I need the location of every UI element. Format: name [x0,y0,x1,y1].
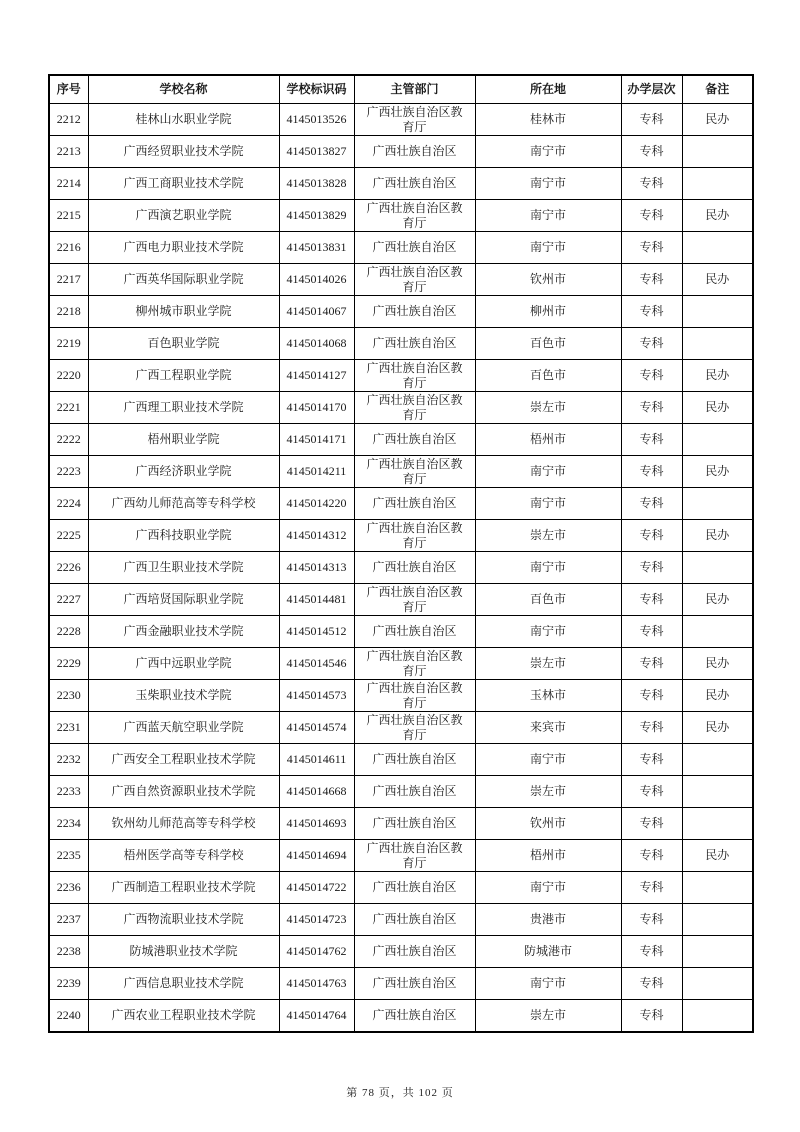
table-cell: 4145013526 [279,104,354,136]
table-cell: 4145014127 [279,360,354,392]
table-cell: 专科 [621,680,682,712]
table-cell: 广西壮族自治区 [354,872,475,904]
table-cell: 广西壮族自治区教育厅 [354,360,475,392]
table-cell: 专科 [621,584,682,616]
table-row [49,616,753,648]
table-cell: 柳州市 [475,296,621,328]
table-cell: 专科 [621,424,682,456]
table-cell: 2235 [49,840,88,872]
table-cell: 2232 [49,744,88,776]
column-header: 所在地 [475,75,621,104]
table-cell: 4145014722 [279,872,354,904]
table-row [49,104,753,136]
table-cell: 广西演艺职业学院 [88,200,279,232]
table-row [49,936,753,968]
table-cell: 广西幼儿师范高等专科学校 [88,488,279,520]
table-cell: 专科 [621,136,682,168]
table-cell: 广西金融职业技术学院 [88,616,279,648]
table-cell [682,904,753,936]
table-cell: 广西壮族自治区 [354,328,475,360]
table-cell: 2238 [49,936,88,968]
table-cell: 4145014067 [279,296,354,328]
table-cell: 4145014574 [279,712,354,744]
table-cell [682,168,753,200]
table-row [49,328,753,360]
table-cell: 4145014220 [279,488,354,520]
table-cell: 广西壮族自治区 [354,808,475,840]
table-cell: 广西安全工程职业技术学院 [88,744,279,776]
table-cell: 4145014211 [279,456,354,488]
table-cell: 广西壮族自治区 [354,296,475,328]
table-cell: 4145014170 [279,392,354,424]
table-cell: 百色市 [475,360,621,392]
table-cell: 广西壮族自治区 [354,904,475,936]
table-cell: 专科 [621,712,682,744]
table-cell: 广西工商职业技术学院 [88,168,279,200]
table-cell: 2213 [49,136,88,168]
table-cell [682,328,753,360]
column-header: 序号 [49,75,88,104]
table-cell [682,936,753,968]
table-cell: 民办 [682,200,753,232]
table-cell: 广西壮族自治区 [354,488,475,520]
table-cell: 来宾市 [475,712,621,744]
table-cell: 梧州市 [475,840,621,872]
table-row [49,424,753,456]
table-cell: 4145014764 [279,1000,354,1032]
table-row [49,136,753,168]
table-cell: 4145013829 [279,200,354,232]
table-cell: 南宁市 [475,168,621,200]
table-cell [682,488,753,520]
table-cell [682,232,753,264]
table-cell: 广西理工职业技术学院 [88,392,279,424]
table-row [49,1000,753,1032]
table-cell: 民办 [682,104,753,136]
table-cell: 4145014546 [279,648,354,680]
table-cell: 专科 [621,104,682,136]
header-row [49,75,753,104]
table-cell [682,968,753,1000]
table-cell: 广西蓝天航空职业学院 [88,712,279,744]
table-cell: 民办 [682,584,753,616]
table-cell: 专科 [621,904,682,936]
table-cell: 4145014694 [279,840,354,872]
table-row [49,360,753,392]
table-cell: 广西壮族自治区 [354,136,475,168]
table-cell: 2223 [49,456,88,488]
table-cell: 广西英华国际职业学院 [88,264,279,296]
table-cell: 专科 [621,264,682,296]
table-cell [682,808,753,840]
table-row [49,840,753,872]
table-cell: 2218 [49,296,88,328]
table-cell: 民办 [682,456,753,488]
table-cell: 贵港市 [475,904,621,936]
table-cell: 广西壮族自治区教育厅 [354,520,475,552]
table-cell: 广西壮族自治区教育厅 [354,712,475,744]
table-cell: 广西壮族自治区教育厅 [354,584,475,616]
table-cell: 广西壮族自治区 [354,936,475,968]
table-row [49,520,753,552]
table-cell: 专科 [621,488,682,520]
table-cell: 民办 [682,360,753,392]
table-cell: 广西壮族自治区教育厅 [354,456,475,488]
table-row [49,456,753,488]
table-cell: 民办 [682,648,753,680]
table-cell: 柳州城市职业学院 [88,296,279,328]
table-cell: 崇左市 [475,1000,621,1032]
table-cell: 4145014573 [279,680,354,712]
table-cell: 专科 [621,1000,682,1032]
table-cell: 4145014068 [279,328,354,360]
table-cell: 广西壮族自治区教育厅 [354,200,475,232]
table-cell: 广西壮族自治区 [354,232,475,264]
table-cell [682,872,753,904]
column-header: 学校标识码 [279,75,354,104]
table-cell: 梧州市 [475,424,621,456]
table-cell: 民办 [682,712,753,744]
table-cell: 专科 [621,168,682,200]
table-cell: 广西壮族自治区 [354,776,475,808]
table-row [49,296,753,328]
table-cell [682,776,753,808]
table-cell: 广西物流职业技术学院 [88,904,279,936]
table-row [49,488,753,520]
table-cell: 专科 [621,328,682,360]
table-cell: 4145014171 [279,424,354,456]
table-row [49,168,753,200]
table-cell: 梧州医学高等专科学校 [88,840,279,872]
table-cell: 2227 [49,584,88,616]
table-cell: 广西经贸职业技术学院 [88,136,279,168]
table-cell: 桂林山水职业学院 [88,104,279,136]
table-cell: 4145014693 [279,808,354,840]
table-cell [682,1000,753,1032]
table-cell: 广西卫生职业技术学院 [88,552,279,584]
table-row [49,904,753,936]
table-row [49,712,753,744]
table-cell: 2228 [49,616,88,648]
page-footer: 第 78 页，共 102 页 [346,1087,454,1099]
column-header: 学校名称 [88,75,279,104]
table-row [49,968,753,1000]
table-cell [682,744,753,776]
table-cell: 民办 [682,520,753,552]
table-row [49,808,753,840]
table-row [49,648,753,680]
table-cell: 4145013831 [279,232,354,264]
table-cell: 南宁市 [475,872,621,904]
table-cell: 专科 [621,456,682,488]
table-cell: 专科 [621,968,682,1000]
table-cell: 4145014668 [279,776,354,808]
table-cell: 2215 [49,200,88,232]
table-cell: 玉柴职业技术学院 [88,680,279,712]
table-cell: 广西经济职业学院 [88,456,279,488]
table-cell: 南宁市 [475,744,621,776]
table-cell: 专科 [621,552,682,584]
table-cell: 2221 [49,392,88,424]
table-cell: 崇左市 [475,648,621,680]
table-cell: 专科 [621,872,682,904]
table-cell: 崇左市 [475,520,621,552]
table-cell: 4145013828 [279,168,354,200]
table-cell: 4145014512 [279,616,354,648]
table-cell: 广西培贤国际职业学院 [88,584,279,616]
table-cell: 广西农业工程职业技术学院 [88,1000,279,1032]
table-cell: 2233 [49,776,88,808]
table-cell: 2226 [49,552,88,584]
table-cell: 专科 [621,744,682,776]
table-cell [682,296,753,328]
table-row [49,552,753,584]
table-cell: 4145014313 [279,552,354,584]
table-cell: 4145013827 [279,136,354,168]
table-cell: 4145014481 [279,584,354,616]
table-cell: 2224 [49,488,88,520]
table-body [49,104,753,1032]
table-cell: 2214 [49,168,88,200]
table-cell: 2240 [49,1000,88,1032]
table-cell: 钦州幼儿师范高等专科学校 [88,808,279,840]
table-cell: 钦州市 [475,808,621,840]
table-cell: 4145014611 [279,744,354,776]
table-cell: 百色职业学院 [88,328,279,360]
table-cell: 梧州职业学院 [88,424,279,456]
table-cell: 防城港市 [475,936,621,968]
table-cell: 2222 [49,424,88,456]
table-cell: 广西电力职业技术学院 [88,232,279,264]
table-cell: 民办 [682,392,753,424]
table-cell: 民办 [682,840,753,872]
table-cell: 广西壮族自治区 [354,168,475,200]
table-cell: 广西壮族自治区 [354,552,475,584]
table-row [49,872,753,904]
table-cell: 民办 [682,264,753,296]
table-cell: 专科 [621,840,682,872]
table-cell: 防城港职业技术学院 [88,936,279,968]
table-cell: 广西壮族自治区 [354,616,475,648]
table-cell: 2216 [49,232,88,264]
table-cell: 广西壮族自治区 [354,1000,475,1032]
table-cell: 2217 [49,264,88,296]
table-cell: 2239 [49,968,88,1000]
table-cell: 民办 [682,680,753,712]
table-row [49,392,753,424]
table-cell: 4145014312 [279,520,354,552]
table-cell: 桂林市 [475,104,621,136]
table-cell: 崇左市 [475,392,621,424]
table-cell: 广西壮族自治区教育厅 [354,648,475,680]
table-row [49,680,753,712]
table-cell: 广西壮族自治区 [354,424,475,456]
table-cell [682,424,753,456]
table-cell: 南宁市 [475,968,621,1000]
column-header: 办学层次 [621,75,682,104]
table-cell [682,616,753,648]
table-cell: 广西信息职业技术学院 [88,968,279,1000]
table-cell: 专科 [621,616,682,648]
table-cell: 广西壮族自治区教育厅 [354,680,475,712]
table-cell: 专科 [621,232,682,264]
table-row [49,264,753,296]
column-header: 备注 [682,75,753,104]
table-cell: 专科 [621,936,682,968]
table-cell: 广西工程职业学院 [88,360,279,392]
table-cell: 专科 [621,200,682,232]
table-cell: 专科 [621,520,682,552]
table-cell: 广西壮族自治区教育厅 [354,392,475,424]
table-cell: 专科 [621,648,682,680]
table-cell: 2220 [49,360,88,392]
table-row [49,776,753,808]
school-table [48,74,754,1033]
table-cell: 玉林市 [475,680,621,712]
table-cell: 专科 [621,296,682,328]
table-cell: 2219 [49,328,88,360]
table-cell: 专科 [621,360,682,392]
table-cell: 百色市 [475,328,621,360]
table-cell [682,552,753,584]
table-row [49,584,753,616]
table-row [49,744,753,776]
table-row [49,200,753,232]
table-cell: 广西壮族自治区教育厅 [354,264,475,296]
table-cell: 南宁市 [475,456,621,488]
table-cell: 2236 [49,872,88,904]
table-row [49,232,753,264]
table-cell: 南宁市 [475,552,621,584]
table-cell: 广西科技职业学院 [88,520,279,552]
table-cell: 广西壮族自治区教育厅 [354,840,475,872]
table-cell: 南宁市 [475,200,621,232]
table-cell: 崇左市 [475,776,621,808]
table-cell: 4145014026 [279,264,354,296]
table-cell: 4145014723 [279,904,354,936]
table-cell: 专科 [621,776,682,808]
table-cell: 2234 [49,808,88,840]
table-cell: 2225 [49,520,88,552]
column-header: 主管部门 [354,75,475,104]
table-cell: 广西壮族自治区 [354,968,475,1000]
table-cell: 钦州市 [475,264,621,296]
table-cell: 南宁市 [475,232,621,264]
table-cell: 2231 [49,712,88,744]
table-cell: 2230 [49,680,88,712]
table-cell [682,136,753,168]
table-cell: 百色市 [475,584,621,616]
table-cell: 专科 [621,808,682,840]
table-cell: 广西壮族自治区教育厅 [354,104,475,136]
table-cell: 2237 [49,904,88,936]
table-cell: 广西壮族自治区 [354,744,475,776]
table-cell: 2229 [49,648,88,680]
table-cell: 4145014762 [279,936,354,968]
table-cell: 南宁市 [475,136,621,168]
table-cell: 广西中远职业学院 [88,648,279,680]
table-cell: 专科 [621,392,682,424]
table-cell: 南宁市 [475,616,621,648]
table-cell: 广西制造工程职业技术学院 [88,872,279,904]
table-cell: 广西自然资源职业技术学院 [88,776,279,808]
table-cell: 4145014763 [279,968,354,1000]
table-header [49,75,753,104]
table-cell: 南宁市 [475,488,621,520]
table-cell: 2212 [49,104,88,136]
